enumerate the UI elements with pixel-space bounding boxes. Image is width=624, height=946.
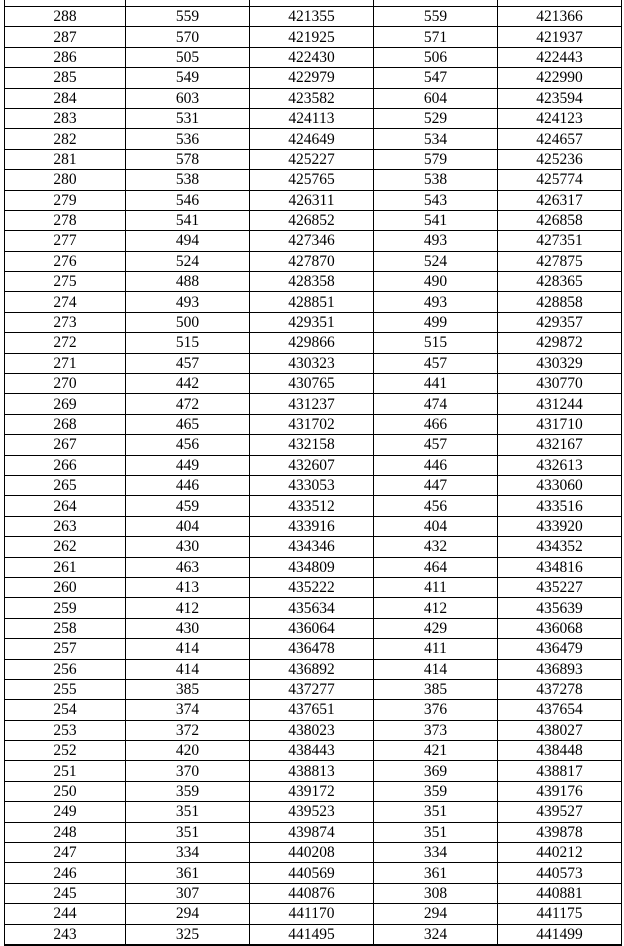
count-cell-alt: 308 bbox=[374, 883, 498, 903]
table-row bbox=[5, 129, 622, 149]
table-row bbox=[5, 659, 622, 679]
count-cell: 546 bbox=[126, 190, 250, 210]
count-cell: 465 bbox=[126, 414, 250, 434]
cumulative-cell: 433916 bbox=[250, 516, 374, 536]
table-row bbox=[5, 537, 622, 557]
cumulative-cell-alt: 433060 bbox=[498, 475, 622, 495]
score-cell: 259 bbox=[5, 598, 126, 618]
count-cell: 457 bbox=[126, 353, 250, 373]
table-row bbox=[5, 312, 622, 332]
count-cell-alt: 493 bbox=[374, 292, 498, 312]
cumulative-cell: 439523 bbox=[250, 802, 374, 822]
count-cell: 488 bbox=[126, 272, 250, 292]
table-row bbox=[5, 904, 622, 924]
score-cell: 257 bbox=[5, 639, 126, 659]
cumulative-cell: 440569 bbox=[250, 863, 374, 883]
score-cell: 273 bbox=[5, 312, 126, 332]
score-cell: 253 bbox=[5, 720, 126, 740]
score-cell: 247 bbox=[5, 843, 126, 863]
table-row bbox=[5, 639, 622, 659]
table-body bbox=[5, 0, 622, 945]
count-cell: 463 bbox=[126, 557, 250, 577]
table-row bbox=[5, 108, 622, 128]
cumulative-cell: 425765 bbox=[250, 170, 374, 190]
count-cell-alt: 294 bbox=[374, 904, 498, 924]
count-cell-alt: 515 bbox=[374, 333, 498, 353]
count-cell-alt: 359 bbox=[374, 781, 498, 801]
score-cell: 285 bbox=[5, 68, 126, 88]
score-cell: 278 bbox=[5, 210, 126, 230]
count-cell-alt: 474 bbox=[374, 394, 498, 414]
score-cell: 261 bbox=[5, 557, 126, 577]
count-cell-alt: 543 bbox=[374, 190, 498, 210]
cumulative-cell: 440208 bbox=[250, 843, 374, 863]
count-cell: 570 bbox=[126, 27, 250, 47]
table-row bbox=[5, 88, 622, 108]
count-cell-alt: 351 bbox=[374, 822, 498, 842]
count-cell-alt: 541 bbox=[374, 210, 498, 230]
count-cell-alt: 441 bbox=[374, 374, 498, 394]
cumulative-cell: 439172 bbox=[250, 781, 374, 801]
table-row bbox=[5, 251, 622, 271]
count-cell-alt: 414 bbox=[374, 659, 498, 679]
score-cell: 281 bbox=[5, 149, 126, 169]
cumulative-cell-alt: 439527 bbox=[498, 802, 622, 822]
table-row bbox=[5, 843, 622, 863]
count-cell-alt: 447 bbox=[374, 475, 498, 495]
score-cell: 246 bbox=[5, 863, 126, 883]
score-cell: 288 bbox=[5, 7, 126, 27]
cumulative-cell-alt: 422443 bbox=[498, 47, 622, 67]
count-cell-alt: 529 bbox=[374, 108, 498, 128]
count-cell: 413 bbox=[126, 577, 250, 597]
count-cell: 515 bbox=[126, 333, 250, 353]
cumulative-cell: 436478 bbox=[250, 639, 374, 659]
cumulative-cell-alt: 430329 bbox=[498, 353, 622, 373]
cumulative-cell-alt: 436068 bbox=[498, 618, 622, 638]
cumulative-cell: 430323 bbox=[250, 353, 374, 373]
cumulative-cell: 432158 bbox=[250, 435, 374, 455]
count-cell-alt: 404 bbox=[374, 516, 498, 536]
cumulative-cell-alt: 425774 bbox=[498, 170, 622, 190]
cumulative-cell: 422979 bbox=[250, 68, 374, 88]
count-cell: 446 bbox=[126, 475, 250, 495]
cumulative-cell-alt: 427351 bbox=[498, 231, 622, 251]
count-cell: 351 bbox=[126, 822, 250, 842]
count-cell: 524 bbox=[126, 251, 250, 271]
cumulative-cell: 434809 bbox=[250, 557, 374, 577]
score-cell: 250 bbox=[5, 781, 126, 801]
cumulative-cell: 434346 bbox=[250, 537, 374, 557]
count-cell-alt: 411 bbox=[374, 577, 498, 597]
count-cell-alt: 493 bbox=[374, 231, 498, 251]
count-cell: 538 bbox=[126, 170, 250, 190]
cumulative-cell: 428358 bbox=[250, 272, 374, 292]
count-cell: 531 bbox=[126, 108, 250, 128]
count-cell-alt: 334 bbox=[374, 843, 498, 863]
score-cell: 260 bbox=[5, 577, 126, 597]
cumulative-cell-alt: 426858 bbox=[498, 210, 622, 230]
count-cell-alt: 538 bbox=[374, 170, 498, 190]
score-cell: 265 bbox=[5, 475, 126, 495]
cumulative-cell-alt: 437278 bbox=[498, 679, 622, 699]
table-row bbox=[5, 516, 622, 536]
cumulative-cell-alt: 439878 bbox=[498, 822, 622, 842]
table-row bbox=[5, 47, 622, 67]
count-cell: 359 bbox=[126, 781, 250, 801]
count-cell: 578 bbox=[126, 149, 250, 169]
cumulative-cell-alt: 439176 bbox=[498, 781, 622, 801]
cumulative-cell-alt: 431244 bbox=[498, 394, 622, 414]
count-cell: 361 bbox=[126, 863, 250, 883]
cumulative-cell-alt: 438817 bbox=[498, 761, 622, 781]
count-cell-alt: 373 bbox=[374, 720, 498, 740]
score-cell: 264 bbox=[5, 496, 126, 516]
count-cell: 500 bbox=[126, 312, 250, 332]
cumulative-cell: 423582 bbox=[250, 88, 374, 108]
score-cell: 276 bbox=[5, 251, 126, 271]
table-row bbox=[5, 333, 622, 353]
table-row bbox=[5, 598, 622, 618]
score-cell: 249 bbox=[5, 802, 126, 822]
count-cell: 414 bbox=[126, 659, 250, 679]
score-cell: 262 bbox=[5, 537, 126, 557]
cumulative-cell-alt: 436893 bbox=[498, 659, 622, 679]
cumulative-cell: 436064 bbox=[250, 618, 374, 638]
table-row bbox=[5, 741, 622, 761]
table-row bbox=[5, 700, 622, 720]
cumulative-cell-alt: 432167 bbox=[498, 435, 622, 455]
cumulative-cell-alt: 440881 bbox=[498, 883, 622, 903]
cumulative-cell: 435634 bbox=[250, 598, 374, 618]
table-row bbox=[5, 190, 622, 210]
count-cell: 430 bbox=[126, 537, 250, 557]
table-row bbox=[5, 883, 622, 903]
cumulative-cell: 437277 bbox=[250, 679, 374, 699]
count-cell: 412 bbox=[126, 598, 250, 618]
score-cell: 283 bbox=[5, 108, 126, 128]
cumulative-cell-alt: 437654 bbox=[498, 700, 622, 720]
table-row bbox=[5, 272, 622, 292]
table-row bbox=[5, 7, 622, 27]
count-cell: 459 bbox=[126, 496, 250, 516]
cumulative-cell-alt: 428365 bbox=[498, 272, 622, 292]
count-cell-alt: 324 bbox=[374, 924, 498, 945]
count-cell-alt: 421 bbox=[374, 741, 498, 761]
cumulative-cell: 432607 bbox=[250, 455, 374, 475]
table-row bbox=[5, 394, 622, 414]
count-cell-alt: 524 bbox=[374, 251, 498, 271]
cumulative-cell: 424649 bbox=[250, 129, 374, 149]
count-cell-alt: 446 bbox=[374, 455, 498, 475]
cumulative-cell: 428851 bbox=[250, 292, 374, 312]
table-row bbox=[5, 863, 622, 883]
score-cell: 275 bbox=[5, 272, 126, 292]
cumulative-cell: 438023 bbox=[250, 720, 374, 740]
count-cell: 372 bbox=[126, 720, 250, 740]
table-row bbox=[5, 68, 622, 88]
cumulative-cell: 433512 bbox=[250, 496, 374, 516]
cumulative-cell-alt: 425236 bbox=[498, 149, 622, 169]
cumulative-cell: 426311 bbox=[250, 190, 374, 210]
count-cell: 536 bbox=[126, 129, 250, 149]
cumulative-cell: 427870 bbox=[250, 251, 374, 271]
count-cell: 442 bbox=[126, 374, 250, 394]
count-cell-alt: 456 bbox=[374, 496, 498, 516]
cumulative-cell-alt: 424123 bbox=[498, 108, 622, 128]
count-cell: 307 bbox=[126, 883, 250, 903]
score-cell: 248 bbox=[5, 822, 126, 842]
cumulative-cell-alt: 423594 bbox=[498, 88, 622, 108]
count-cell-alt: 351 bbox=[374, 802, 498, 822]
count-cell: 334 bbox=[126, 843, 250, 863]
cumulative-cell: 421355 bbox=[250, 7, 374, 27]
score-cell: 282 bbox=[5, 129, 126, 149]
count-cell-alt: 506 bbox=[374, 47, 498, 67]
count-cell: 351 bbox=[126, 802, 250, 822]
cumulative-cell-alt: 436479 bbox=[498, 639, 622, 659]
cumulative-cell: 441495 bbox=[250, 924, 374, 945]
table-row bbox=[5, 170, 622, 190]
cumulative-cell: 431702 bbox=[250, 414, 374, 434]
table-row bbox=[5, 27, 622, 47]
cumulative-cell-alt: 428858 bbox=[498, 292, 622, 312]
count-cell: 494 bbox=[126, 231, 250, 251]
count-cell-alt: 369 bbox=[374, 761, 498, 781]
score-cell: 255 bbox=[5, 679, 126, 699]
table-row bbox=[5, 292, 622, 312]
cumulative-cell-alt: 433920 bbox=[498, 516, 622, 536]
cumulative-cell-alt: 422990 bbox=[498, 68, 622, 88]
score-cell: 277 bbox=[5, 231, 126, 251]
table-row bbox=[5, 353, 622, 373]
cumulative-cell: 440876 bbox=[250, 883, 374, 903]
count-cell: 449 bbox=[126, 455, 250, 475]
score-cell: 272 bbox=[5, 333, 126, 353]
cumulative-cell-alt: 421366 bbox=[498, 7, 622, 27]
table-row bbox=[5, 475, 622, 495]
count-cell-alt: 464 bbox=[374, 557, 498, 577]
cumulative-cell-alt: 427875 bbox=[498, 251, 622, 271]
cumulative-cell-alt: 432613 bbox=[498, 455, 622, 475]
cumulative-cell: 439874 bbox=[250, 822, 374, 842]
table-row bbox=[5, 720, 622, 740]
score-cell: 286 bbox=[5, 47, 126, 67]
table-row bbox=[5, 149, 622, 169]
score-cell: 243 bbox=[5, 924, 126, 945]
count-cell-alt: 571 bbox=[374, 27, 498, 47]
count-cell: 374 bbox=[126, 700, 250, 720]
cumulative-cell-alt: 438027 bbox=[498, 720, 622, 740]
score-cell: 258 bbox=[5, 618, 126, 638]
count-cell: 385 bbox=[126, 679, 250, 699]
cumulative-cell: 431237 bbox=[250, 394, 374, 414]
score-cell: 254 bbox=[5, 700, 126, 720]
count-cell-alt: 457 bbox=[374, 353, 498, 373]
cumulative-cell: 426852 bbox=[250, 210, 374, 230]
count-cell: 472 bbox=[126, 394, 250, 414]
cumulative-cell-alt: 431710 bbox=[498, 414, 622, 434]
score-cell: 269 bbox=[5, 394, 126, 414]
cumulative-cell-alt: 426317 bbox=[498, 190, 622, 210]
cumulative-cell-alt: 433516 bbox=[498, 496, 622, 516]
cumulative-cell: 441170 bbox=[250, 904, 374, 924]
score-cell: 287 bbox=[5, 27, 126, 47]
count-cell: 541 bbox=[126, 210, 250, 230]
score-cell: 284 bbox=[5, 88, 126, 108]
cumulative-cell-alt: 441499 bbox=[498, 924, 622, 945]
table-row bbox=[5, 496, 622, 516]
count-cell-alt: 457 bbox=[374, 435, 498, 455]
score-cell: 251 bbox=[5, 761, 126, 781]
score-cell: 267 bbox=[5, 435, 126, 455]
cumulative-cell-alt: 421937 bbox=[498, 27, 622, 47]
count-cell: 603 bbox=[126, 88, 250, 108]
score-cell: 266 bbox=[5, 455, 126, 475]
score-cell: 244 bbox=[5, 904, 126, 924]
cumulative-cell-alt: 424657 bbox=[498, 129, 622, 149]
table-row bbox=[5, 374, 622, 394]
score-cell: 270 bbox=[5, 374, 126, 394]
table-row bbox=[5, 924, 622, 945]
count-cell-alt: 604 bbox=[374, 88, 498, 108]
table-row bbox=[5, 781, 622, 801]
cumulative-cell: 427346 bbox=[250, 231, 374, 251]
cumulative-cell-alt: 438448 bbox=[498, 741, 622, 761]
table-row bbox=[5, 761, 622, 781]
count-cell-alt: 534 bbox=[374, 129, 498, 149]
table-row bbox=[5, 414, 622, 434]
cumulative-cell-alt: 430770 bbox=[498, 374, 622, 394]
cumulative-cell: 425227 bbox=[250, 149, 374, 169]
count-cell-alt: 547 bbox=[374, 68, 498, 88]
cumulative-cell: 429351 bbox=[250, 312, 374, 332]
count-cell: 370 bbox=[126, 761, 250, 781]
count-cell-alt: 385 bbox=[374, 679, 498, 699]
table-row bbox=[5, 435, 622, 455]
cumulative-cell-alt: 434816 bbox=[498, 557, 622, 577]
count-cell: 294 bbox=[126, 904, 250, 924]
score-cell: 271 bbox=[5, 353, 126, 373]
count-cell: 420 bbox=[126, 741, 250, 761]
score-cell: 263 bbox=[5, 516, 126, 536]
cumulative-cell-alt: 435227 bbox=[498, 577, 622, 597]
count-cell: 325 bbox=[126, 924, 250, 945]
score-cell: 268 bbox=[5, 414, 126, 434]
cumulative-cell: 436892 bbox=[250, 659, 374, 679]
table-row bbox=[5, 822, 622, 842]
count-cell-alt: 579 bbox=[374, 149, 498, 169]
cumulative-cell: 438813 bbox=[250, 761, 374, 781]
count-cell-alt: 490 bbox=[374, 272, 498, 292]
cumulative-cell: 429866 bbox=[250, 333, 374, 353]
count-cell-alt: 559 bbox=[374, 7, 498, 27]
table-row bbox=[5, 557, 622, 577]
cumulative-cell: 421925 bbox=[250, 27, 374, 47]
cumulative-cell-alt: 434352 bbox=[498, 537, 622, 557]
count-cell: 505 bbox=[126, 47, 250, 67]
table-row bbox=[5, 679, 622, 699]
table-row bbox=[5, 210, 622, 230]
table-row bbox=[5, 802, 622, 822]
table-row bbox=[5, 577, 622, 597]
count-cell-alt: 412 bbox=[374, 598, 498, 618]
count-cell: 559 bbox=[126, 7, 250, 27]
count-cell: 414 bbox=[126, 639, 250, 659]
cumulative-cell-alt: 440573 bbox=[498, 863, 622, 883]
count-cell-alt: 376 bbox=[374, 700, 498, 720]
count-cell: 404 bbox=[126, 516, 250, 536]
count-cell-alt: 499 bbox=[374, 312, 498, 332]
score-cell: 279 bbox=[5, 190, 126, 210]
count-cell-alt: 411 bbox=[374, 639, 498, 659]
cumulative-cell-alt: 441175 bbox=[498, 904, 622, 924]
cumulative-cell: 435222 bbox=[250, 577, 374, 597]
count-cell-alt: 429 bbox=[374, 618, 498, 638]
score-distribution-table bbox=[4, 0, 622, 946]
count-cell: 493 bbox=[126, 292, 250, 312]
cumulative-cell: 422430 bbox=[250, 47, 374, 67]
count-cell-alt: 432 bbox=[374, 537, 498, 557]
count-cell-alt: 466 bbox=[374, 414, 498, 434]
score-cell: 256 bbox=[5, 659, 126, 679]
score-cell: 252 bbox=[5, 741, 126, 761]
cumulative-cell-alt: 435639 bbox=[498, 598, 622, 618]
cumulative-cell: 424113 bbox=[250, 108, 374, 128]
cumulative-cell-alt: 429872 bbox=[498, 333, 622, 353]
count-cell: 430 bbox=[126, 618, 250, 638]
table-row bbox=[5, 618, 622, 638]
table-row bbox=[5, 231, 622, 251]
score-cell: 274 bbox=[5, 292, 126, 312]
cumulative-cell: 430765 bbox=[250, 374, 374, 394]
table-row bbox=[5, 455, 622, 475]
score-cell: 245 bbox=[5, 883, 126, 903]
count-cell: 549 bbox=[126, 68, 250, 88]
count-cell: 456 bbox=[126, 435, 250, 455]
cumulative-cell-alt: 440212 bbox=[498, 843, 622, 863]
count-cell-alt: 361 bbox=[374, 863, 498, 883]
score-cell: 280 bbox=[5, 170, 126, 190]
cumulative-cell: 438443 bbox=[250, 741, 374, 761]
cumulative-cell: 437651 bbox=[250, 700, 374, 720]
cumulative-cell: 433053 bbox=[250, 475, 374, 495]
cumulative-cell-alt: 429357 bbox=[498, 312, 622, 332]
